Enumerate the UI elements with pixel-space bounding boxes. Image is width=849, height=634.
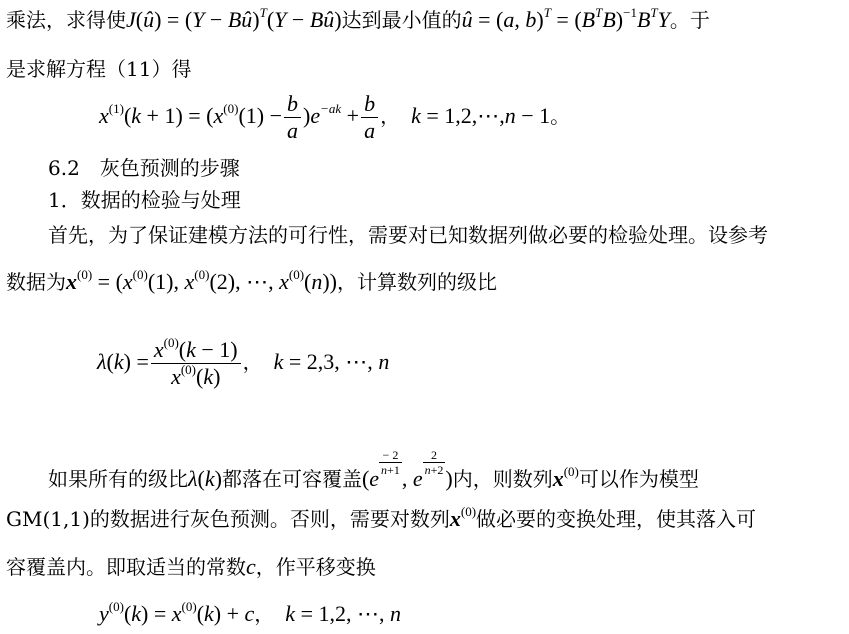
section-title: 6.2 灰色预测的步骤	[48, 156, 240, 180]
formula-constant-c: c	[246, 554, 256, 579]
formula-estimate: û = (a, $b)^T = (B^TB)^{-1}B^TY$	[461, 5, 670, 32]
paragraph-line	[6, 504, 757, 531]
text-fragment: 乘法，求得使	[6, 8, 126, 32]
section-heading	[48, 156, 240, 180]
formula-x0: $x^{(0)}$	[449, 504, 477, 531]
text-fragment: 做必要的变换处理，使其落入可	[476, 507, 757, 531]
text-fragment: ，作平移变换	[255, 555, 376, 579]
subsection-title: 1．数据的检验与处理	[48, 188, 241, 212]
formula-interval: (e $\frac{- 2}{n+1}$ , e $\frac{2}{n+2}$ )	[361, 448, 453, 491]
formula-lambda: λ(k)	[188, 466, 222, 491]
fraction-b-over-a: $\frac{b}{a}$	[361, 91, 378, 144]
text-fragment: 如果所有的级比	[48, 467, 188, 491]
text-line-2	[6, 57, 191, 81]
text-fragment: GM(1,1)的数据进行灰色预测。否则，需要对数列	[6, 507, 450, 531]
separator: ，	[242, 350, 263, 374]
text-fragment: 容覆盖内。即取适当的常数	[6, 555, 246, 579]
paragraph-line	[6, 267, 498, 294]
subsection-heading	[48, 188, 241, 212]
separator: ，	[380, 104, 401, 128]
formula-translation: $y^{(0)}(k) = x^{(0)}(k) + c$， k = 1,2, ⋯, n	[99, 599, 401, 626]
formula-data-sequence: $x^{(0)} = (x^{(0)}(1)$, $x^{(0)}(2)$, ⋯, $x^{(0)}(n)$)	[66, 267, 338, 294]
formula-objective: J(û) = (Y − Bû)$^T$(Y − Bû)	[126, 5, 342, 32]
text-fragment: ，计算数列的级比	[337, 270, 498, 294]
formula-ratio: λ(k) = $\frac{x^{(0)}(k - 1)}{x^{(0)}(k)}$ ， k = 2,3, ⋯, n	[97, 335, 390, 389]
text-fragment: 。于	[669, 8, 710, 32]
text-fragment: 是求解方程（11）得	[6, 57, 192, 81]
text-fragment: 都落在可容覆盖	[221, 467, 362, 491]
fraction-b-over-a: $\frac{b}{a}$	[284, 91, 301, 144]
text-fragment: 首先，为了保证建模方法的可行性，需要对已知数据列做必要的检验处理。设参考	[48, 223, 768, 247]
formula-solution: $x^{(1)}(k + 1) = (x^{(0)}(1)$ − $\frac{b}{a}$ )$e^{-ak}$ + $\frac{b}{a}$ ， k = 1,2,⋯,n − 1。	[99, 91, 571, 143]
paragraph-line	[48, 223, 768, 247]
text-fragment: 可以作为模型	[578, 467, 699, 491]
paragraph-line	[48, 448, 699, 491]
text-fragment: 数据为	[6, 270, 66, 294]
text-fragment: 内，则数列	[452, 467, 553, 491]
paragraph-line	[6, 555, 376, 579]
formula-x0: $x^{(0)}$	[552, 464, 579, 491]
separator: ，	[254, 602, 275, 626]
text-fragment: 达到最小值的	[341, 8, 462, 32]
text-line-1	[6, 5, 710, 32]
fraction-ratio: $\frac{x^{(0)}(k - 1)}{x^{(0)}(k)}$	[151, 337, 241, 390]
